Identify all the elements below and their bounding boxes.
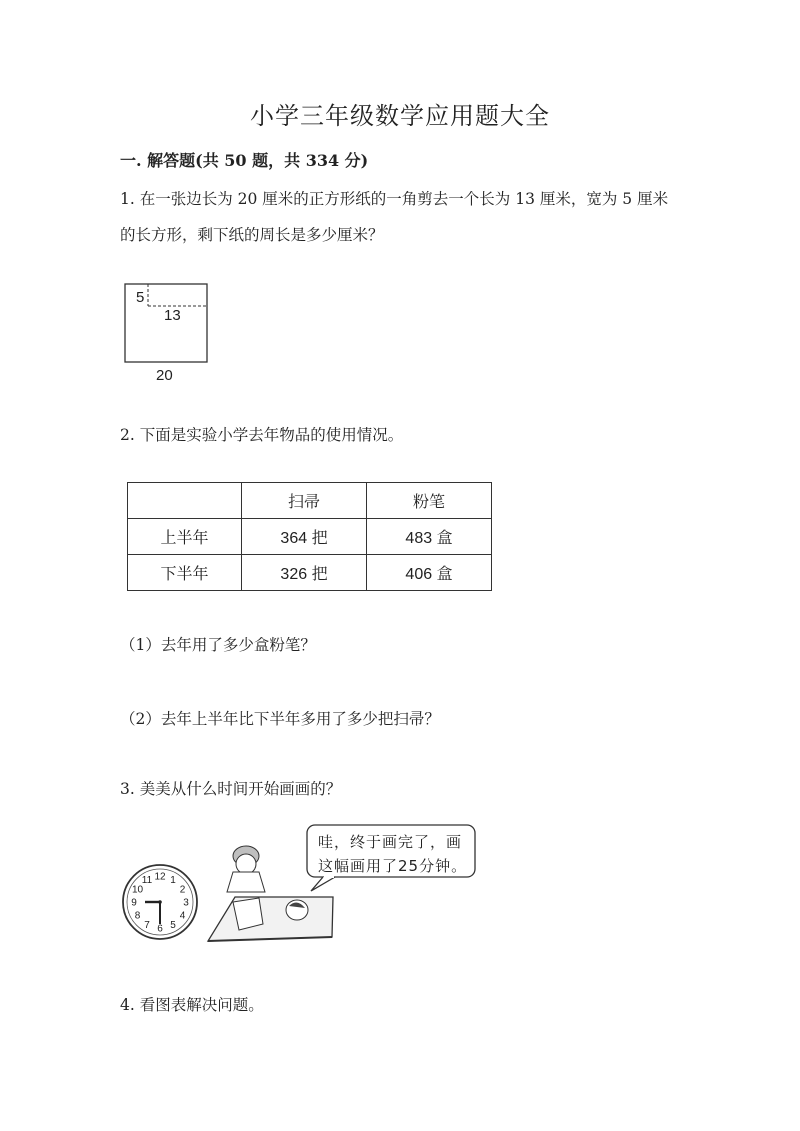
table-cell: 下半年 [128,555,242,591]
label-width-5: 5 [136,289,145,306]
question-3-text: 3. 美美从什么时间开始画画的？ [120,780,342,798]
table-cell: 406 盒 [367,555,492,591]
table-header-cell [128,483,242,519]
clock-number: 9 [131,897,137,909]
question-1-line-2: 的长方形，剩下纸的周长是多少厘米？ [120,226,384,244]
clock-number: 3 [183,897,189,909]
question-4-text: 4. 看图表解决问题。 [120,996,264,1014]
usage-table [127,482,492,591]
clock-number: 8 [134,910,141,922]
label-side-20: 20 [156,367,173,384]
table-cell: 483 盒 [367,519,492,555]
section-header: 一. 解答题(共 50 题，共 334 分) [120,151,369,170]
question-2-sub-2: （2）去年上半年比下半年多用了多少把扫帚？ [120,710,440,728]
table-cell: 上半年 [128,519,242,555]
table-header-cell: 扫帚 [242,483,367,519]
table-cell: 364 把 [242,519,367,555]
clock-number: 10 [131,884,144,896]
clock-number: 12 [154,871,166,883]
question-2-sub-1: （1）去年用了多少盒粉笔？ [120,636,316,654]
clock-number: 11 [141,875,153,886]
table-cell: 326 把 [242,555,367,591]
speech-bubble-line-2: 这幅画用了25分钟。 [318,857,468,875]
page-title: 小学三年级数学应用题大全 [250,102,550,130]
label-length-13: 13 [164,307,181,324]
clock-figure [120,862,200,942]
clock-number: 6 [157,923,163,935]
table-row [128,519,492,555]
question-1-line-1: 1. 在一张边长为 20 厘米的正方形纸的一角剪去一个长为 13 厘米，宽为 5 厘米 [120,190,669,208]
clock-number: 5 [170,920,176,931]
clock-icon [120,862,200,942]
clock-number: 2 [179,884,186,896]
speech-bubble-line-1: 哇，终于画完了，画 [318,833,463,851]
table-row [128,555,492,591]
question-2-text: 2. 下面是实验小学去年物品的使用情况。 [120,426,404,444]
table-header-row [128,483,492,519]
clock-number: 1 [170,875,176,886]
clock-number: 7 [144,920,150,931]
clock-number: 4 [179,910,186,922]
table-header-cell: 粉笔 [367,483,492,519]
